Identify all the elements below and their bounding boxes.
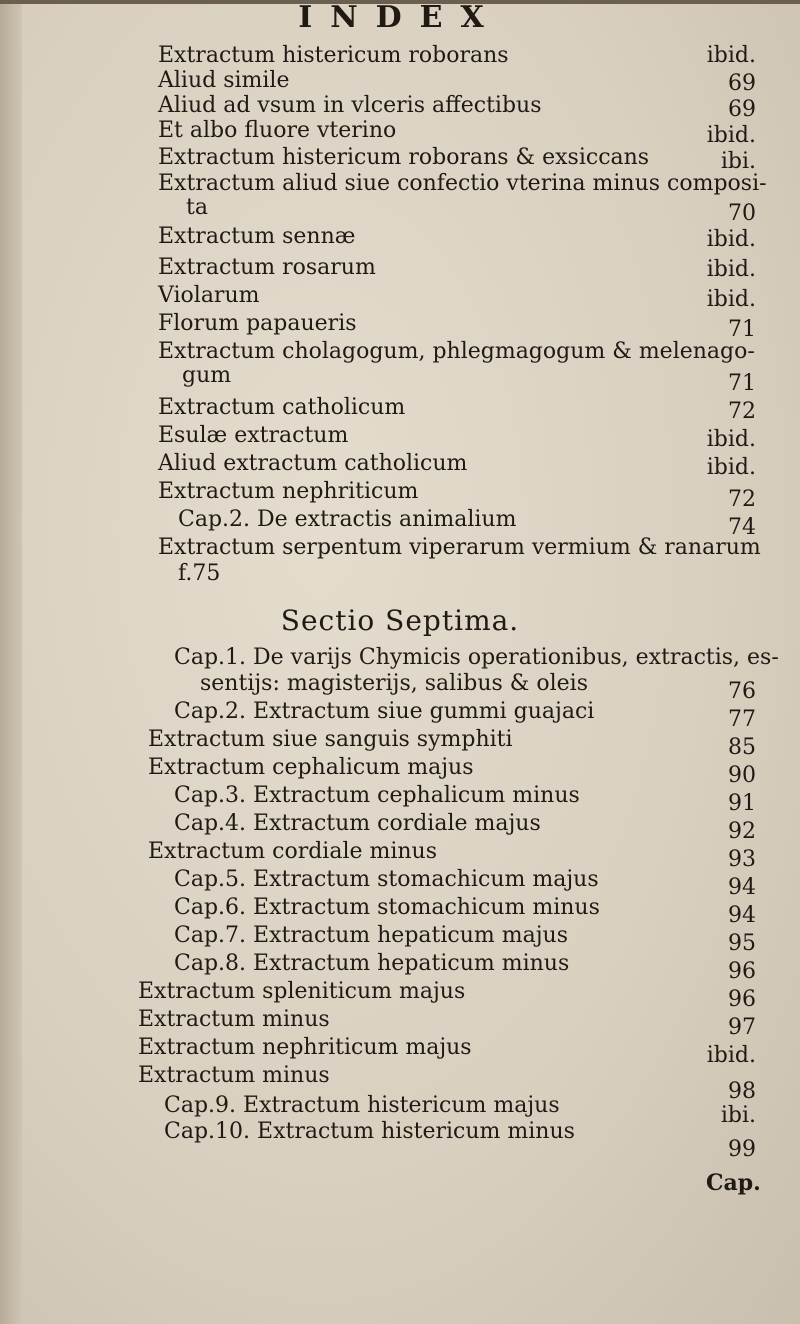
- index-entry-text: Cap.4. Extractum cordiale majus: [174, 811, 541, 836]
- index-entry-page: ibid.: [706, 43, 756, 68]
- index-entry-page: 95: [728, 931, 756, 956]
- index-entry-page: 69: [728, 97, 756, 122]
- index-entry-text: Extractum serpentum viperarum vermium & ranarum: [158, 535, 761, 560]
- index-entry-text: Aliud simile: [158, 68, 290, 93]
- index-entry-page: 76: [728, 679, 756, 704]
- index-entry-text: f.75: [178, 561, 221, 586]
- page-header: INDEX: [298, 0, 502, 35]
- index-entry-page: 72: [728, 487, 756, 512]
- index-entry-text: Et albo fluore vterino: [158, 118, 397, 143]
- index-entry-text: Esulæ extractum: [158, 423, 349, 448]
- index-entry-page: 72: [728, 399, 756, 424]
- index-entry-text: Extractum cholagogum, phlegmagogum & melenago-: [158, 339, 755, 364]
- index-entry-text: Cap.8. Extractum hepaticum minus: [174, 951, 570, 976]
- index-entry-text: Cap.6. Extractum stomachicum minus: [174, 895, 600, 920]
- index-entry-page: 93: [728, 847, 756, 872]
- index-entry-page: 94: [728, 903, 756, 928]
- index-entry-page: 70: [728, 201, 756, 226]
- index-entry-text: ta: [186, 195, 208, 220]
- index-entry-text: Cap.9. Extractum histericum majus: [164, 1093, 560, 1118]
- index-entry-text: Extractum nephriticum: [158, 479, 419, 504]
- index-entry-text: Extractum cordiale minus: [148, 839, 438, 864]
- index-entry-text: gum: [182, 363, 232, 388]
- index-entry-page: 97: [728, 1015, 756, 1040]
- index-entry-text: Extractum cephalicum majus: [148, 755, 474, 780]
- index-entry-text: Extractum siue sanguis symphiti: [148, 727, 513, 752]
- index-entry-text: Cap.2. De extractis animalium: [178, 507, 517, 532]
- index-entry-page: ibid.: [706, 227, 756, 252]
- index-entry-page: 96: [728, 987, 756, 1012]
- index-entry-text: Extractum histericum roborans: [158, 43, 509, 68]
- index-entry-text: Cap.10. Extractum histericum minus: [164, 1119, 575, 1144]
- index-entry-page: ibid.: [706, 427, 756, 452]
- index-entry-page: 92: [728, 819, 756, 844]
- section-title: Sectio Septima.: [280, 604, 520, 637]
- index-entry-text: Extractum nephriticum majus: [138, 1035, 472, 1060]
- index-entry-page: 90: [728, 763, 756, 788]
- index-entry-page: ibid.: [706, 1043, 756, 1068]
- index-entry-page: 91: [728, 791, 756, 816]
- index-entry-text: Cap.7. Extractum hepaticum majus: [174, 923, 569, 948]
- index-entry-page: 85: [728, 735, 756, 760]
- index-entry-text: Extractum minus: [138, 1007, 330, 1032]
- index-entry-text: Cap.3. Extractum cephalicum minus: [174, 783, 580, 808]
- index-entry-text: Violarum: [158, 283, 260, 308]
- index-entry-text: Extractum spleniticum majus: [138, 979, 466, 1004]
- index-entry-text: Extractum sennæ: [158, 224, 356, 249]
- index-entry-page: 71: [728, 317, 756, 342]
- index-entry-page: ibid.: [706, 123, 756, 148]
- index-entry-page: 74: [728, 515, 756, 540]
- index-entry-text: Extractum minus: [138, 1063, 330, 1088]
- index-entry-text: Florum papaueris: [158, 311, 357, 336]
- index-entry-text: Extractum rosarum: [158, 255, 376, 280]
- index-entry-page: ibid.: [706, 287, 756, 312]
- catchword: Cap.: [706, 1170, 761, 1196]
- index-entry-page: 99: [728, 1137, 756, 1162]
- index-entry-page: 71: [728, 371, 756, 396]
- index-entry-text: Extractum catholicum: [158, 395, 406, 420]
- index-entry-text: Cap.5. Extractum stomachicum majus: [174, 867, 599, 892]
- index-entry-text: Cap.1. De varijs Chymicis operationibus, extractis, es-: [174, 645, 779, 670]
- index-entry-page: 69: [728, 71, 756, 96]
- index-entry-text: Extractum histericum roborans & exsiccans: [158, 145, 650, 170]
- index-entry-page: ibid.: [706, 257, 756, 282]
- index-entry-text: Cap.2. Extractum siue gummi guajaci: [174, 699, 595, 724]
- index-entry-page: 98: [728, 1079, 756, 1104]
- index-entry-page: 96: [728, 959, 756, 984]
- index-entry-page: ibi.: [720, 149, 756, 174]
- index-entry-text: Aliud extractum catholicum: [158, 451, 468, 476]
- index-entry-text: Aliud ad vsum in vlceris affectibus: [158, 93, 542, 118]
- index-entry-text: sentijs: magisterijs, salibus & oleis: [200, 671, 588, 696]
- index-entry-page: ibid.: [706, 455, 756, 480]
- index-entry-page: 94: [728, 875, 756, 900]
- index-entry-text: Extractum aliud siue confectio vterina minus composi-: [158, 171, 767, 196]
- index-entry-page: ibi.: [720, 1103, 756, 1128]
- index-entry-page: 77: [728, 707, 756, 732]
